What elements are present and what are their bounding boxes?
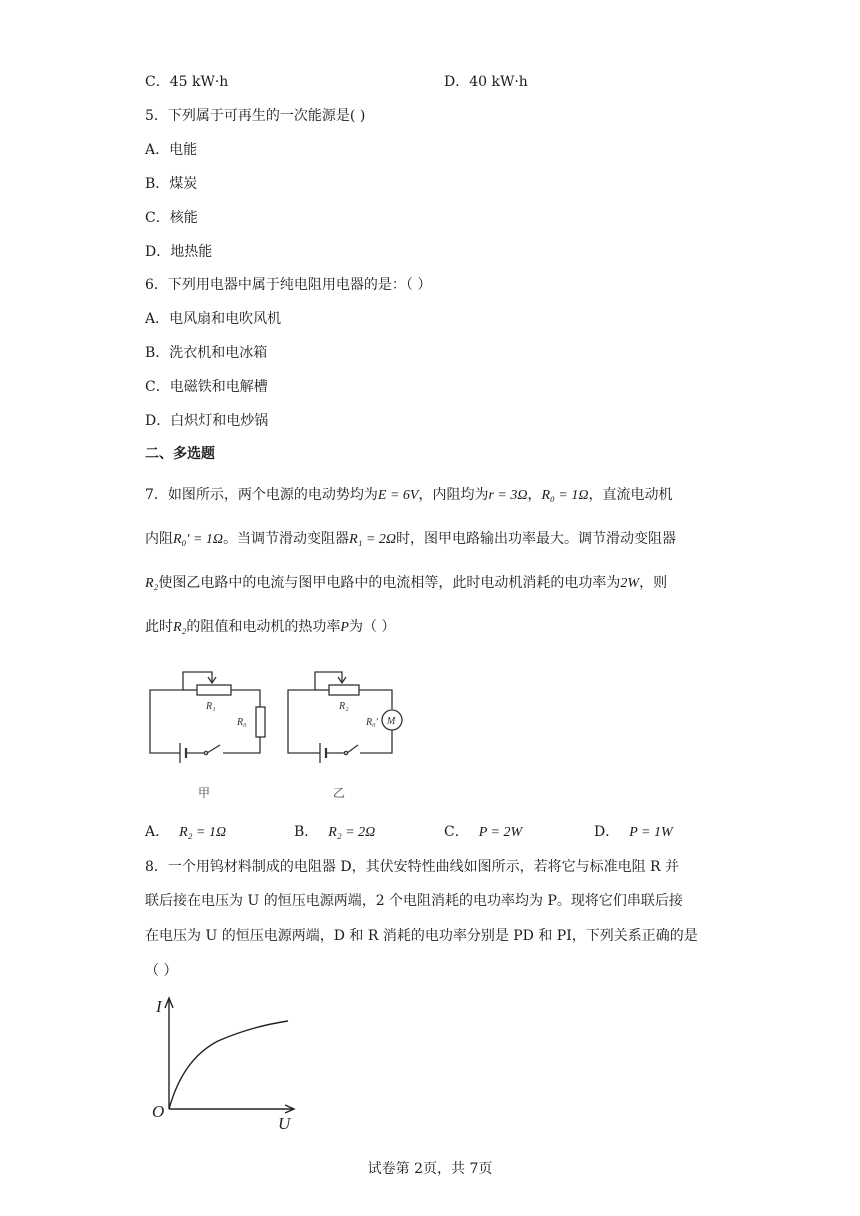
q5-stem: 5．下列属于可再生的一次能源是( ) [145, 108, 366, 124]
q7-circuit-figure [140, 655, 410, 805]
option-expr: P = 2W [478, 825, 523, 840]
q7-text: 此时 [145, 619, 173, 635]
axis-label-i: I [156, 997, 162, 1016]
q7-option-c [444, 822, 522, 843]
q7-math-r1: R₁ = 2Ω [349, 532, 397, 547]
q7-math-p: P [340, 620, 349, 635]
q7-option-a [145, 822, 226, 843]
origin-label: O [152, 1102, 165, 1121]
q7-math-r0-prime: R₀′ = 1Ω [173, 532, 224, 547]
circuit-wire [223, 737, 260, 753]
q5-option-b: B．煤炭 [145, 176, 198, 192]
q7-option-d [594, 822, 673, 843]
switch-contact [344, 751, 347, 754]
rheostat-slider [183, 672, 212, 684]
q7-math-power: 2W [620, 576, 640, 591]
q7-text: 的阻值和电动机的热功率 [186, 619, 341, 635]
q7-math-r2: R₂ [145, 576, 159, 591]
q7-text: ，则 [639, 575, 668, 591]
page-footer: 试卷第 2页，共 7页 [367, 1161, 493, 1177]
label-r1: R₁ [206, 701, 216, 712]
option-expr: P = 1W [629, 825, 673, 840]
q7-math-r0: R₀ = 1Ω [541, 488, 589, 503]
switch-blade [347, 745, 358, 753]
q7-line-1 [145, 485, 673, 506]
q6-option-d: D．白炽灯和电炒锅 [145, 413, 269, 429]
axis-label-u: U [278, 1114, 291, 1132]
circuit-wire [360, 730, 392, 753]
q7-text: ， [527, 487, 542, 503]
q7-line-2 [145, 529, 676, 550]
option-expr: R₂ = 2Ω [328, 825, 376, 840]
q6-option-c: C．电磁铁和电解槽 [145, 379, 268, 395]
q6-option-b: B．洗衣机和电冰箱 [145, 345, 268, 361]
q7-line-3 [145, 573, 667, 594]
label-r0-prime: R₀′ [366, 717, 378, 728]
option-prefix: C． [444, 824, 469, 840]
iu-curve [169, 1021, 288, 1109]
option-prefix: B． [294, 824, 319, 840]
q8-iu-graph [148, 992, 298, 1132]
switch-contact [204, 751, 207, 754]
q8-line-4: （ ） [145, 963, 178, 979]
label-circuit-jia: 甲 [198, 786, 211, 800]
section-heading-multiple-choice: 二、多选题 [145, 446, 215, 462]
q6-option-a: A．电风扇和电吹风机 [145, 311, 282, 327]
option-prefix: A． [145, 824, 170, 840]
q4-option-d: D．40 kW·h [444, 74, 528, 90]
resistor-r0-symbol [256, 707, 265, 737]
q5-option-a: A．电能 [145, 142, 198, 158]
label-motor: M [387, 716, 396, 727]
q6-stem: 6．下列用电器中属于纯电阻用电器的是：（ ） [145, 277, 432, 293]
circuit-wire [359, 690, 392, 709]
switch-blade [207, 745, 220, 753]
label-circuit-yi: 乙 [333, 786, 346, 800]
q7-math-r: r = 3Ω [488, 488, 528, 503]
rheostat-r1-symbol [197, 685, 231, 695]
rheostat-r2-symbol [329, 685, 359, 695]
q7-text: 内阻 [145, 531, 173, 547]
q7-math-emf: E = 6V [377, 488, 419, 503]
q5-option-d: D．地热能 [145, 244, 213, 260]
q5-option-c: C．核能 [145, 210, 198, 226]
q7-line-4 [145, 617, 395, 638]
circuit-wire [150, 684, 183, 753]
label-r2: R₂ [339, 701, 349, 712]
q8-line-1: 8．一个用钨材料制成的电阻器 D，其伏安特性曲线如图所示，若将它与标准电阻 R 并 [145, 859, 680, 875]
q8-line-3: 在电压为 U 的恒压电源两端，D 和 R 消耗的电功率分别是 PD 和 PI，下列关系正确的是 [145, 928, 698, 944]
label-r0: R₀ [237, 717, 247, 728]
option-prefix: D． [594, 824, 620, 840]
q7-text: 时，图甲电路输出功率最大。调节滑动变阻器 [396, 531, 677, 547]
q7-text: ，直流电动机 [588, 487, 673, 503]
q7-text: 。当调节滑动变阻器 [223, 531, 350, 547]
circuit-wire [288, 684, 320, 753]
option-expr: R₂ = 1Ω [179, 825, 227, 840]
q7-text: 为（ ） [348, 619, 396, 635]
q7-text: 使图乙电路中的电流与图甲电路中的电流相等，此时电动机消耗的电功率为 [158, 575, 621, 591]
q7-text: 7．如图所示，两个电源的电动势均为 [145, 487, 378, 503]
q7-text: ，内阻均为 [418, 487, 489, 503]
q7-option-b [294, 822, 375, 843]
circuit-wire [231, 690, 260, 707]
q8-line-2: 联后接在电压为 U 的恒压电源两端，2 个电阻消耗的电功率均为 P。现将它们串联后接 [145, 893, 683, 909]
q4-option-c: C．45 kW·h [145, 74, 229, 90]
q7-math-r2: R₂ [173, 620, 187, 635]
